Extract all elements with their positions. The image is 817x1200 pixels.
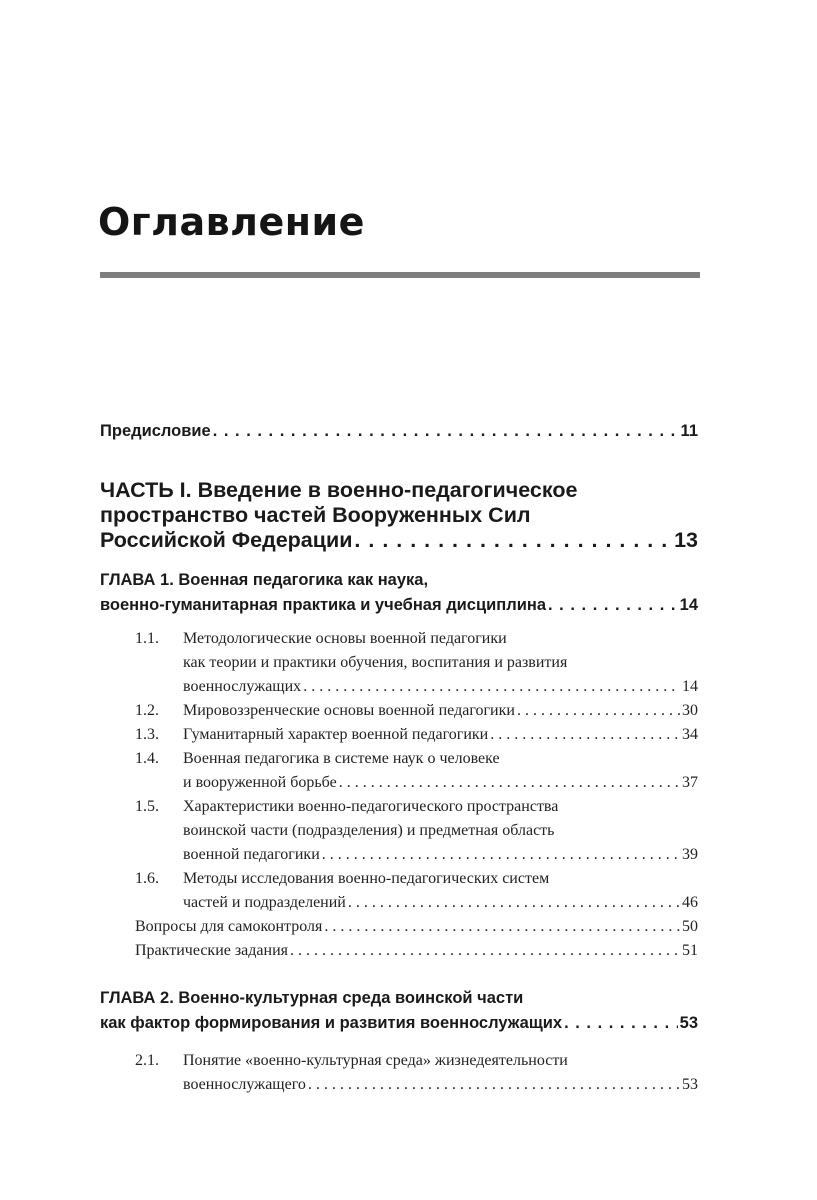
entry-line: [183, 675, 698, 699]
section-body: [135, 915, 698, 939]
dot-leader: [354, 528, 672, 553]
entry-text: военной педагогики: [183, 846, 320, 863]
entry-text: Методы исследования военно-педагогических систем: [183, 870, 550, 887]
entry-line: [100, 478, 698, 503]
section-body: [183, 747, 698, 795]
dot-leader: [517, 699, 680, 723]
toc-entry-part-1[interactable]: [100, 478, 698, 553]
entry-line: [183, 795, 698, 819]
toc-section-entry[interactable]: [100, 915, 698, 939]
entry-line: [100, 593, 698, 618]
toc-section-entry[interactable]: [100, 627, 698, 699]
entry-text: Военная педагогика в системе наук о человеке: [183, 750, 500, 767]
page-number: 30: [682, 702, 698, 719]
page-number: 34: [682, 726, 698, 743]
entry-text: военнослужащего: [183, 1076, 306, 1093]
dot-leader: [308, 1073, 680, 1097]
dot-leader: [548, 593, 678, 618]
section-number: 2.1.: [135, 1052, 159, 1069]
dot-leader: [564, 1011, 678, 1036]
dot-leader: [322, 843, 680, 867]
entry-line: [183, 891, 698, 915]
entry-text: как теории и практики обучения, воспитания и развития: [183, 654, 568, 671]
entry-line: [183, 867, 698, 891]
entry-text: ГЛАВА 2. Военно-культурная среда воинской части: [100, 989, 524, 1007]
entry-line: [100, 528, 698, 553]
page-number: 51: [682, 942, 698, 959]
entry-text: Гуманитарный характер военной педагогики: [183, 726, 489, 743]
toc-section-entry[interactable]: [100, 699, 698, 723]
entry-text: военно-гуманитарная практика и учебная дисциплина: [100, 596, 547, 614]
toc-entry-chapter-2[interactable]: [100, 986, 698, 1036]
page-number: 39: [682, 846, 698, 863]
section-body: [183, 699, 698, 723]
entry-line: [183, 819, 698, 843]
dot-leader: [213, 419, 679, 443]
toc-entry-chapter-1[interactable]: [100, 568, 698, 618]
toc-entry-preface[interactable]: [100, 419, 698, 443]
page-number: 53: [682, 1076, 698, 1093]
page-number: 50: [682, 918, 698, 935]
section-body: [183, 723, 698, 747]
entry-label: Предисловие: [100, 422, 211, 440]
entry-line: [183, 1073, 698, 1097]
page-number: 14: [682, 678, 698, 695]
entry-line: [135, 939, 698, 963]
entry-text: Вопросы для самоконтроля: [135, 918, 323, 935]
entry-text: Мировоззренческие основы военной педагогики: [183, 702, 515, 719]
toc-section-entry[interactable]: [100, 1049, 698, 1097]
toc-section-entry[interactable]: [100, 795, 698, 867]
chapter-1-sections: [100, 627, 698, 963]
entry-line: [100, 1011, 698, 1036]
section-number: 1.2.: [135, 702, 159, 719]
entry-text: воинской части (подразделения) и предметная область: [183, 822, 555, 839]
entry-line: [135, 915, 698, 939]
entry-line: [183, 771, 698, 795]
entry-text: как фактор формирования и развития военнослужащих: [100, 1014, 563, 1032]
page-number: 53: [679, 1014, 698, 1032]
section-number: 1.1.: [135, 630, 159, 647]
title-divider: [100, 272, 700, 278]
toc-section-entry[interactable]: [100, 723, 698, 747]
section-number: 1.6.: [135, 870, 159, 887]
entry-text: Методологические основы военной педагогики: [183, 630, 507, 647]
entry-line: [183, 699, 698, 723]
page-number: 13: [674, 528, 698, 552]
entry-line: [183, 627, 698, 651]
entry-line: [183, 843, 698, 867]
entry-text: Российской Федерации: [100, 528, 353, 552]
section-body: [183, 867, 698, 915]
section-body: [183, 1049, 698, 1097]
entry-line: [100, 503, 698, 528]
dot-leader: [490, 723, 680, 747]
entry-text: Характеристики военно-педагогического пространства: [183, 798, 559, 815]
entry-line: [183, 651, 698, 675]
entry-line: [100, 986, 698, 1011]
entry-line: [100, 568, 698, 593]
entry-text: Практические задания: [135, 942, 289, 959]
dot-leader: [339, 771, 680, 795]
page-number: 11: [680, 422, 698, 440]
entry-text: частей и подразделений: [183, 894, 346, 911]
entry-text: Понятие «военно-культурная среда» жизнедеятельности: [183, 1052, 568, 1069]
page-number: 37: [682, 774, 698, 791]
section-body: [135, 939, 698, 963]
dot-leader: [324, 915, 680, 939]
toc-section-entry[interactable]: [100, 867, 698, 915]
entry-line: [183, 1049, 698, 1073]
section-number: 1.4.: [135, 750, 159, 767]
toc-section-entry[interactable]: [100, 939, 698, 963]
section-body: [183, 627, 698, 699]
entry-text: ЧАСТЬ I. Введение в военно-педагогическое: [100, 478, 578, 502]
page-title: Оглавление: [98, 200, 365, 244]
page-number: 46: [682, 894, 698, 911]
toc-section-entry[interactable]: [100, 747, 698, 795]
dot-leader: [303, 675, 680, 699]
page-number: 14: [679, 596, 698, 614]
entry-line: [183, 723, 698, 747]
section-number: 1.5.: [135, 798, 159, 815]
entry-text: ГЛАВА 1. Военная педагогика как наука,: [100, 571, 429, 589]
entry-text: военнослужащих: [183, 678, 302, 695]
entry-line: [183, 747, 698, 771]
entry-text: пространство частей Вооруженных Сил: [100, 503, 531, 527]
dot-leader: [348, 891, 680, 915]
chapter-2-sections: [100, 1049, 698, 1097]
section-number: 1.3.: [135, 726, 159, 743]
section-body: [183, 795, 698, 867]
entry-text: и вооруженной борьбе: [183, 774, 337, 791]
dot-leader: [290, 939, 680, 963]
